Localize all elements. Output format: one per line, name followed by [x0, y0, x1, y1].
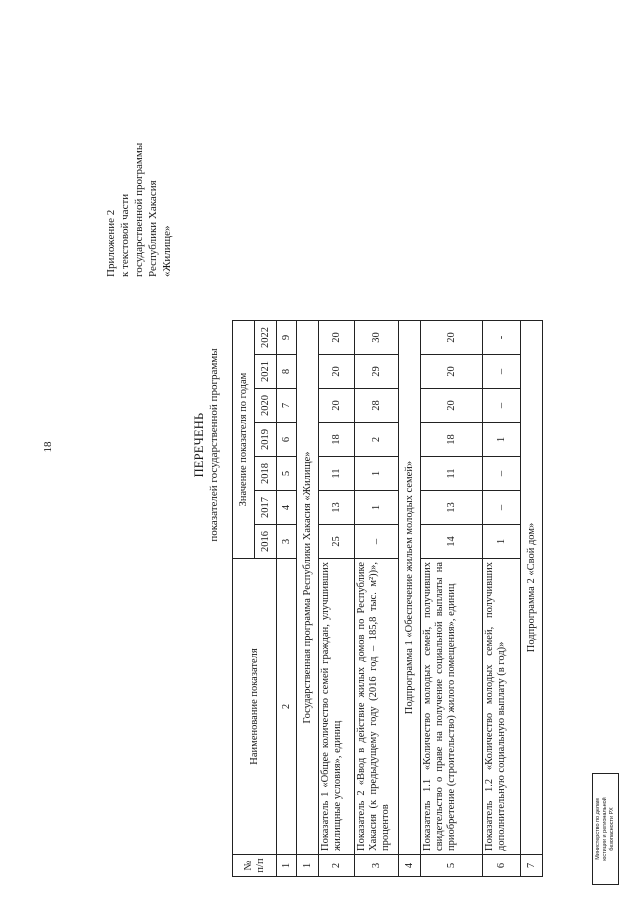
- index-cell: 5: [277, 457, 297, 491]
- indicator-name: Показатель 2 «Ввод в действие жилых домов по Республике Хакасия (к предыдущему году (2016 год – 185,8 тыс. м²))», процентов: [355, 559, 399, 855]
- registration-stamp: [592, 773, 619, 885]
- table-row: [297, 321, 319, 877]
- value-cell: 2: [355, 423, 399, 457]
- indicators-table: [232, 320, 543, 877]
- header-name: Наименование показателя: [233, 559, 277, 855]
- value-cell: 25: [319, 525, 355, 559]
- index-cell: 3: [277, 525, 297, 559]
- value-cell: 20: [319, 321, 355, 355]
- value-cell: –: [483, 355, 521, 389]
- section-title: Подпрограмма 1 «Обеспечение жильем молодых семей»: [399, 321, 421, 855]
- stamp-line: юстиции и региональной: [602, 797, 608, 861]
- appendix-note: [104, 57, 174, 277]
- appendix-line: государственной программы: [133, 142, 145, 277]
- header-year: 2019: [255, 423, 277, 457]
- header-year: 2016: [255, 525, 277, 559]
- header-year: 2017: [255, 491, 277, 525]
- document-subtitle: показателей государственной программы: [208, 348, 220, 542]
- row-num: 6: [483, 855, 521, 877]
- value-cell: 20: [319, 355, 355, 389]
- header-year: 2021: [255, 355, 277, 389]
- value-cell: 1: [483, 423, 521, 457]
- value-cell: 20: [421, 321, 483, 355]
- value-cell: 1: [355, 491, 399, 525]
- header-values-group: Значение показателя по годам: [233, 321, 255, 559]
- table-row: [483, 321, 521, 877]
- index-cell: 2: [277, 559, 297, 855]
- value-cell: 1: [355, 457, 399, 491]
- indicator-name: Показатель 1.1 «Количество молодых семей, получивших свидетельство о праве на получение социальной выплаты на приобретение (строительство) жилого помещения», единиц: [421, 559, 483, 855]
- header-year: 2020: [255, 389, 277, 423]
- value-cell: –: [483, 491, 521, 525]
- table-row: [355, 321, 399, 877]
- value-cell: –: [483, 389, 521, 423]
- value-cell: 13: [421, 491, 483, 525]
- index-cell: 7: [277, 389, 297, 423]
- document-title: ПЕРЕЧЕНЬ: [192, 412, 206, 478]
- value-cell: 13: [319, 491, 355, 525]
- table-row: [399, 321, 421, 877]
- value-cell: 20: [319, 389, 355, 423]
- header-num: № п/п: [233, 855, 277, 877]
- index-cell: 9: [277, 321, 297, 355]
- value-cell: 20: [421, 355, 483, 389]
- value-cell: 11: [319, 457, 355, 491]
- index-cell: 6: [277, 423, 297, 457]
- appendix-line: «Жилище»: [161, 225, 173, 277]
- value-cell: –: [483, 457, 521, 491]
- row-num: 3: [355, 855, 399, 877]
- header-year: 2022: [255, 321, 277, 355]
- value-cell: -: [483, 321, 521, 355]
- value-cell: 11: [421, 457, 483, 491]
- appendix-line: к текстовой части: [119, 193, 131, 277]
- header-year: 2018: [255, 457, 277, 491]
- value-cell: 18: [319, 423, 355, 457]
- row-num: 2: [319, 855, 355, 877]
- value-cell: 1: [483, 525, 521, 559]
- table-row: [421, 321, 483, 877]
- value-cell: 18: [421, 423, 483, 457]
- indicator-name: Показатель 1.2 «Количество молодых семей, получивших дополнительную социальную выплату (в год)»: [483, 559, 521, 855]
- row-num: 7: [521, 855, 543, 877]
- appendix-line: Приложение 2: [105, 209, 117, 277]
- table-row: [319, 321, 355, 877]
- stamp-line: безопасности РХ: [609, 807, 615, 851]
- value-cell: 28: [355, 389, 399, 423]
- section-title: Подпрограмма 2 «Свой дом»: [521, 321, 543, 855]
- section-title: Государственная программа Республики Хакасия «Жилище»: [297, 321, 319, 855]
- value-cell: –: [355, 525, 399, 559]
- stamp-line: Министерство по делам: [595, 798, 601, 860]
- indicator-name: Показатель 1 «Общее количество семей граждан, улучшивших жилищные условия», единиц: [319, 559, 355, 855]
- value-cell: 30: [355, 321, 399, 355]
- row-num: 4: [399, 855, 421, 877]
- row-num: 1: [297, 855, 319, 877]
- value-cell: 20: [421, 389, 483, 423]
- index-cell: 8: [277, 355, 297, 389]
- appendix-line: Республики Хакасия: [147, 180, 159, 277]
- index-cell: 4: [277, 491, 297, 525]
- value-cell: 29: [355, 355, 399, 389]
- row-num: 5: [421, 855, 483, 877]
- page-number: 18: [42, 441, 54, 453]
- index-cell: 1: [277, 855, 297, 877]
- table-row: [521, 321, 543, 877]
- value-cell: 14: [421, 525, 483, 559]
